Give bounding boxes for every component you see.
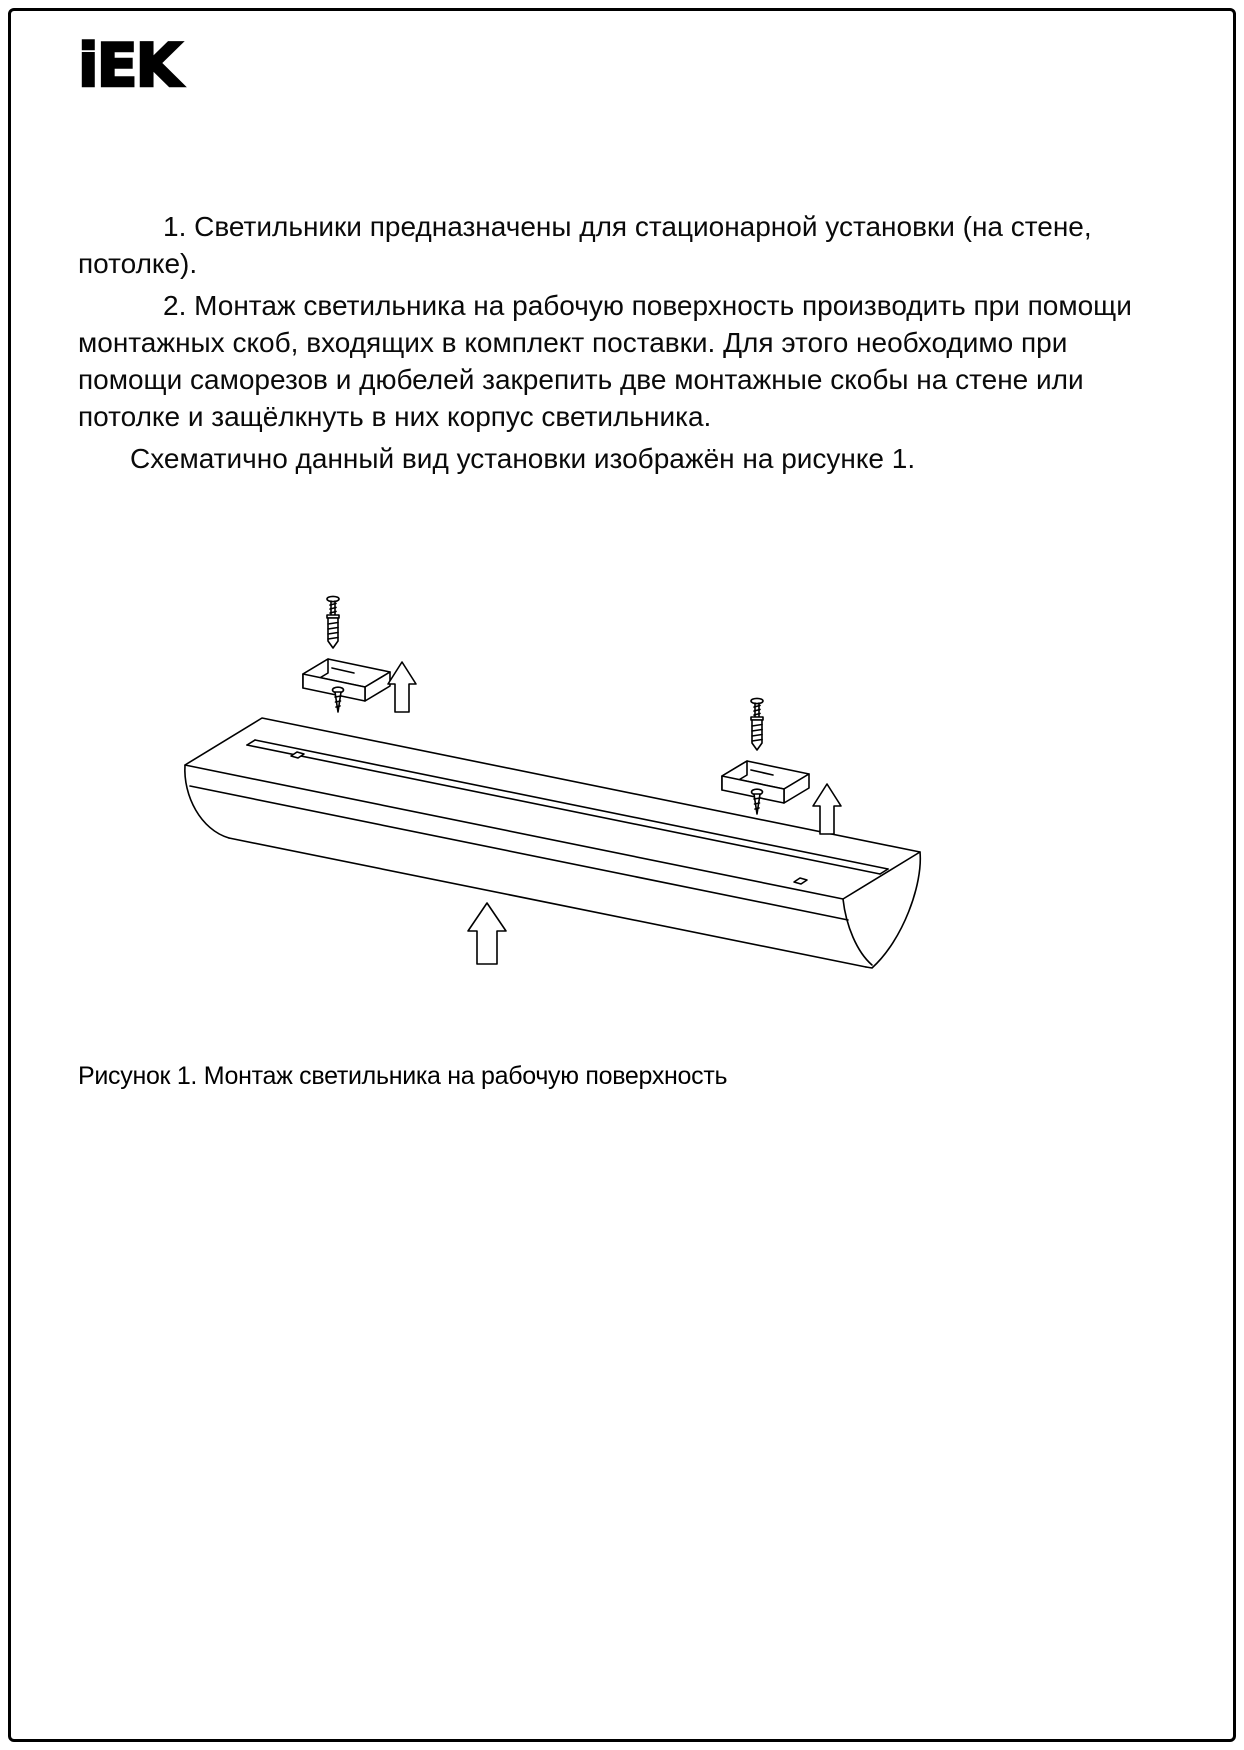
screw-anchor-left — [327, 596, 339, 648]
mounting-bracket-left — [303, 659, 390, 701]
bracket-screw-left — [333, 687, 344, 712]
installation-figure — [0, 590, 1244, 1060]
up-arrow-right-icon — [813, 784, 841, 834]
luminaire-body — [185, 718, 920, 968]
paragraph-3: Схематично данный вид установки изображён на рисунке 1. — [130, 443, 916, 474]
paragraph-2: 2. Монтаж светильника на рабочую поверхность производить при помощи монтажных скоб, входящих в комплект поставки. Для этого необходимо при помощи саморезов и дюбелей закрепить две монтажные скобы на стене или потолке и защёлкнуть в них корпус светильника. — [78, 290, 1132, 432]
up-arrow-center-icon — [468, 903, 506, 964]
screw-anchor-right — [751, 698, 763, 750]
figure-caption: Рисунок 1. Монтаж светильника на рабочую поверхность — [78, 1062, 728, 1090]
up-arrow-left-icon — [388, 662, 416, 712]
mounting-bracket-right — [722, 761, 809, 803]
brand-logo: iEK — [78, 31, 181, 101]
instructions-text — [78, 208, 1166, 477]
paragraph-1: 1. Светильники предназначены для стационарной установки (на стене, потолке). — [78, 211, 1092, 279]
bracket-screw-right — [752, 789, 763, 814]
